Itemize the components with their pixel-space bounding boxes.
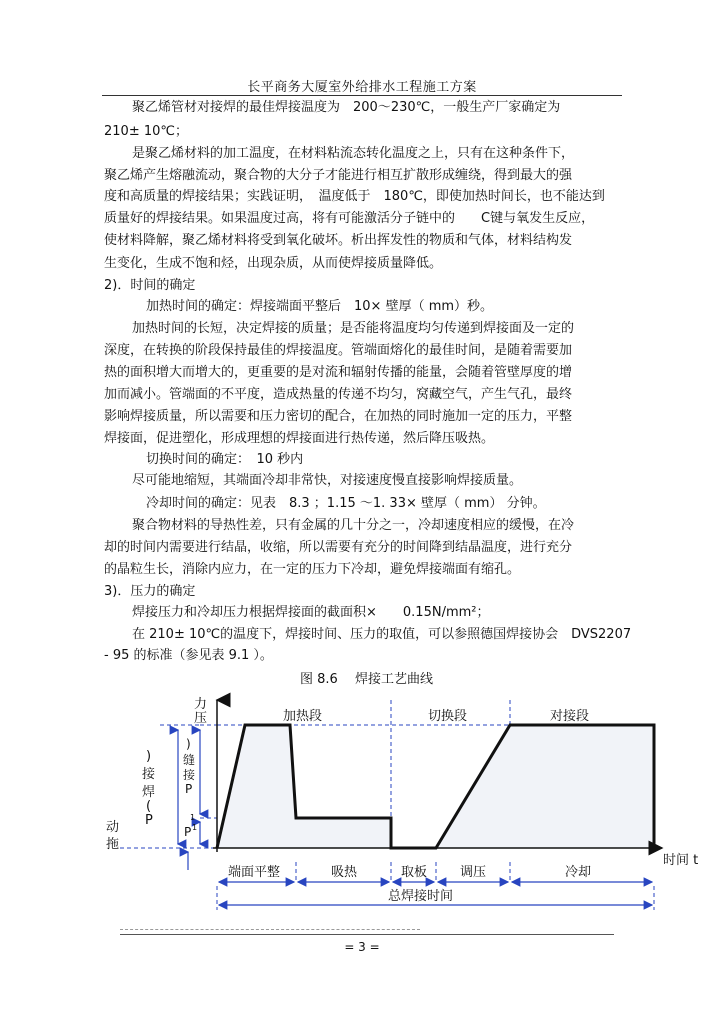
section-heading: 2)．时间的确定 — [104, 278, 196, 293]
text-line: 深度，在转换的阶段保持最佳的焊接温度。管端面熔化的最佳时间，是随着需要加 — [104, 343, 573, 358]
x-axis-label: 时间 t — [663, 853, 699, 868]
drag-label-1: 动 — [106, 820, 120, 835]
text-line: 影响焊接质量，所以需要和压力密切的配合，在加热的同时施加一定的压力，平整 — [104, 409, 573, 424]
svg-text:焊: 焊 — [142, 785, 156, 800]
svg-text:接: 接 — [183, 768, 196, 782]
text-line: 尽可能地缩短，其端面冷却非常快，对接速度慢直接影响焊接质量。 — [132, 473, 523, 488]
text-line: 焊接压力和冷却压力根据焊接面的截面积× 0.15N/mm²； — [132, 605, 490, 620]
text-line: 度和高质量的焊接结果；实践证明， 温度低于 180℃，即使加热时间长，也不能达到 — [104, 189, 605, 204]
curve-fill — [217, 725, 654, 848]
drag-label-2: 拖 — [106, 837, 120, 852]
svg-text:P: P — [185, 782, 193, 796]
y-axis-label-top: 力 — [194, 697, 208, 712]
text-line: 的晶粒生长，消除内应力，在一定的压力下冷却，避免焊接端面有缩孔。 — [104, 562, 521, 577]
text-line: 加热时间的长短，决定焊接的质量；是否能将温度均匀传递到焊接面及一定的 — [132, 321, 575, 336]
text-line: 焊接面，促进塑化，形成理想的焊接面进行热传递，然后降压吸热。 — [104, 431, 495, 446]
svg-text:1: 1 — [192, 823, 198, 832]
text-line: 聚乙烯管材对接焊的最佳焊接温度为 200～230℃，一般生产厂家确定为 — [132, 100, 561, 115]
p1-label — [184, 823, 197, 839]
text-line: 210± 10℃； — [104, 124, 188, 139]
text-line: 是聚乙烯材料的加工温度，在材料粘流态转化温度之上，只有在这种条件下， — [132, 146, 575, 161]
footer-dash-rule — [120, 929, 420, 930]
welding-pressure-label — [142, 749, 155, 828]
y-axis-label-bottom: 压 — [194, 711, 208, 726]
svg-text:P: P — [184, 825, 192, 839]
text-line: 使材料降解，聚乙烯材料将受到氧化破坏。析出挥发性的物质和气体，材料结构发 — [104, 233, 573, 248]
p1-top-label: 1 — [190, 813, 196, 822]
page-header: 长平商务大厦室外给排水工程施工方案 — [247, 80, 477, 95]
text-line: 热的面积增大而增大的，更重要的是对流和辐射传播的能量，会随着管壁厚度的增 — [104, 365, 573, 380]
text-line: 却的时间内需要进行结晶，收缩，所以需要有充分的时间降到结晶温度，进行充分 — [104, 540, 573, 555]
text-line: 加热时间的确定：焊接端面平整后 10× 壁厚（ mm）秒。 — [146, 299, 494, 314]
phase-heating-label: 加热段 — [283, 709, 323, 724]
phase-switch-label: 切换段 — [428, 709, 468, 724]
text-line: 聚合物材料的导热性差，只有金属的几十分之一，冷却速度相应的缓慢，在冷 — [132, 518, 575, 533]
total-weld-time: 总焊接时间 — [388, 889, 454, 904]
text-line: 在 210± 10℃的温度下，焊接时间、压力的取值，可以参照德国焊接协会 DVS2207 — [132, 627, 632, 642]
text-line: 聚乙烯产生熔融流动，聚合物的大分子才能进行相互扩散形成缠绕，得到最大的强 — [104, 168, 573, 183]
text-line: 生变化，生成不饱和烃，出现杂质，从而使焊接质量降低。 — [104, 256, 443, 271]
svg-text:接: 接 — [142, 767, 156, 782]
phase-butt-label: 对接段 — [550, 709, 590, 724]
svg-text:缝: 缝 — [183, 753, 196, 767]
text-line: 切换时间的确定： 10 秒内 — [146, 452, 304, 467]
text-line: 质量好的焊接结果。如果温度过高，将有可能激活分子链中的 C键与氧发生反应， — [104, 211, 595, 226]
page-number: = 3 = — [344, 940, 380, 954]
text-line: 冷却时间的确定：见表 8.3 ；1.15 ～1. 33× 壁厚（ mm） 分钟。 — [146, 496, 546, 511]
figure-title: 图 8.6 焊接工艺曲线 — [300, 672, 433, 687]
svg-text:(: ( — [146, 799, 152, 814]
segment-remove-plate: 取板 — [401, 865, 428, 880]
segment-cooling: 冷却 — [565, 865, 592, 880]
segment-flatten: 端面平整 — [228, 865, 281, 880]
footer-rule — [120, 934, 614, 935]
segment-adjust: 调压 — [460, 865, 487, 880]
section-heading: 3)．压力的确定 — [104, 584, 196, 599]
text-line: - 95 的标准（参见表 9.1 ）。 — [104, 648, 273, 663]
svg-text:P: P — [145, 813, 153, 828]
svg-text:): ) — [186, 737, 191, 751]
svg-text:): ) — [146, 749, 152, 764]
segment-absorb: 吸热 — [331, 865, 358, 880]
seam-pressure-label — [183, 737, 195, 796]
text-line: 加而减小。管端面的不平度，造成热量的传递不均匀，窝藏空气，产生气孔，最终 — [104, 387, 573, 402]
